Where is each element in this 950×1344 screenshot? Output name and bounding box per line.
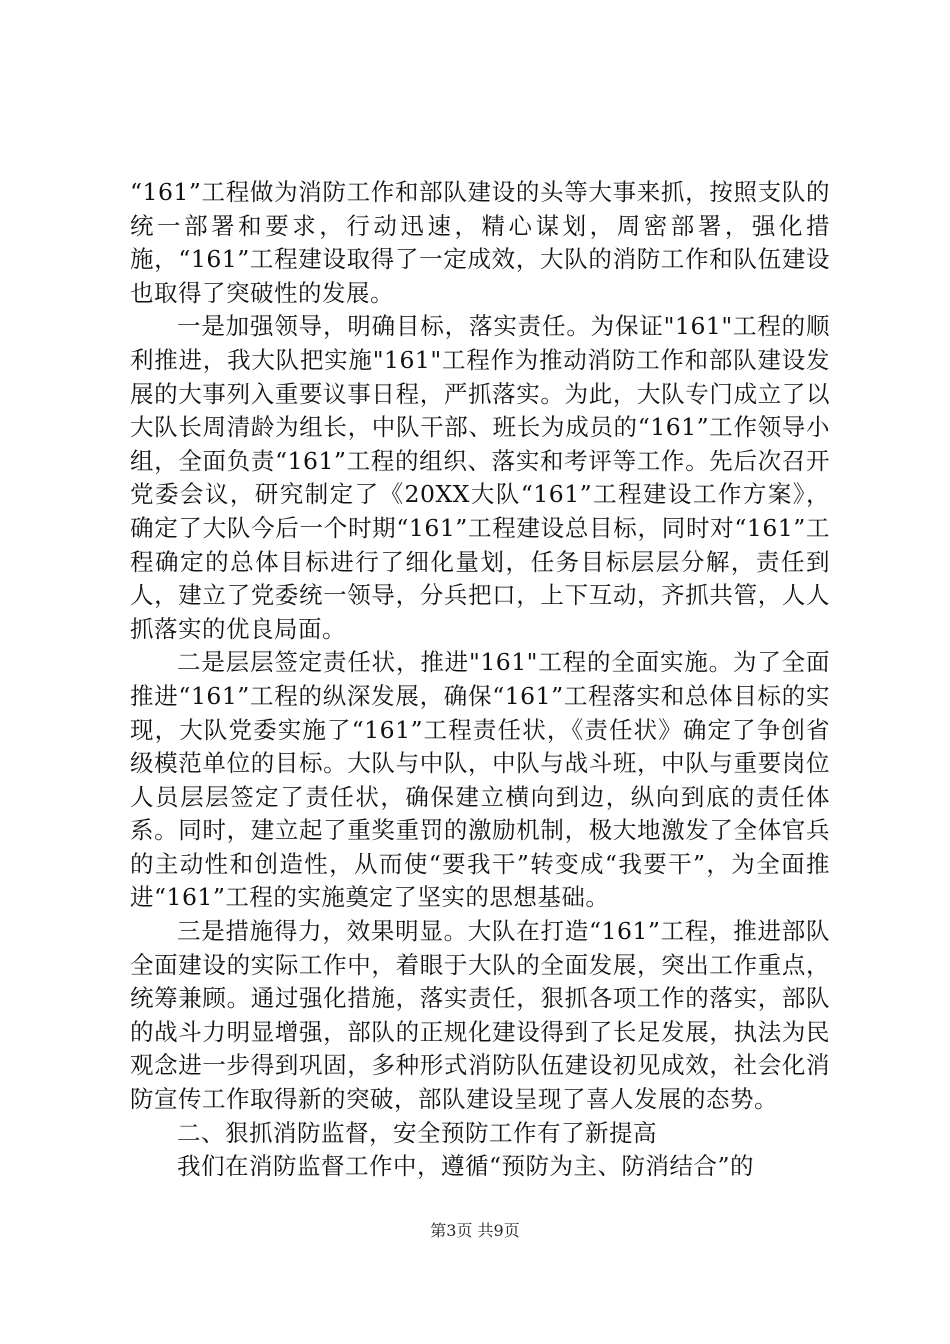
document-body [130, 176, 830, 1184]
paragraph-supervision: 我们在消防监督工作中，遵循“预防为主、防消结合”的 [177, 1152, 755, 1181]
section-heading: 二、狠抓消防监督，安全预防工作有了新提高 [177, 1118, 657, 1147]
paragraph-measures: 三是措施得力，效果明显。大队在打造“161”工程，推进部队全面建设的实际工作中，着眼于大队的全面发展，突出工作重点，统筹兼顾。通过强化措施，落实责任，狠抓各项工作的落实，部队的战斗力明显增强，部队的正规化建设得到了长足发展，执法为民观念进一步得到巩固，多种形式消防队伍建设初见成效，社会化消防宣传工作取得新的突破，部队建设呈现了喜人发展的态势。 [130, 917, 830, 1114]
paragraph-responsibility: 二是层层签定责任状，推进"161"工程的全面实施。为了全面推进“161”工程的纵深发展，确保“161”工程落实和总体目标的实现，大队党委实施了“161”工程责任状，《责任状》确定了争创省级模范单位的目标。大队与中队，中队与战斗班，中队与重要岗位人员层层签定了责任状，确保建立横向到边，纵向到底的责任体系。同时，建立起了重奖重罚的激励机制，极大地激发了全体官兵的主动性和创造性，从而使“要我干”转变成“我要干”，为全面推进“161”工程的实施奠定了坚实的思想基础。 [130, 648, 830, 912]
paragraph-intro: “161”工程做为消防工作和部队建设的头等大事来抓，按照支队的统一部署和要求，行动迅速，精心谋划，周密部署，强化措施，“161”工程建设取得了一定成效，大队的消防工作和队伍建设也取得了突破性的发展。 [130, 178, 830, 307]
paragraph-leadership: 一是加强领导，明确目标，落实责任。为保证"161"工程的顺利推进，我大队把实施"161"工程作为推动消防工作和部队建设发展的大事列入重要议事日程，严抓落实。为此，大队专门成立了以大队长周清龄为组长，中队干部、班长为成员的“161”工作领导小组，全面负责“161”工程的组织、落实和考评等工作。先后次召开党委会议，研究制定了《20XX大队“161”工程建设工作方案》，确定了大队今后一个时期“161”工程建设总目标，同时对“161”工程确定的总体目标进行了细化量划，任务目标层层分解，责任到人，建立了党委统一领导，分兵把口，上下互动，齐抓共管，人人抓落实的优良局面。 [130, 312, 830, 643]
page-footer: 第3页 共9页 [430, 1221, 520, 1240]
